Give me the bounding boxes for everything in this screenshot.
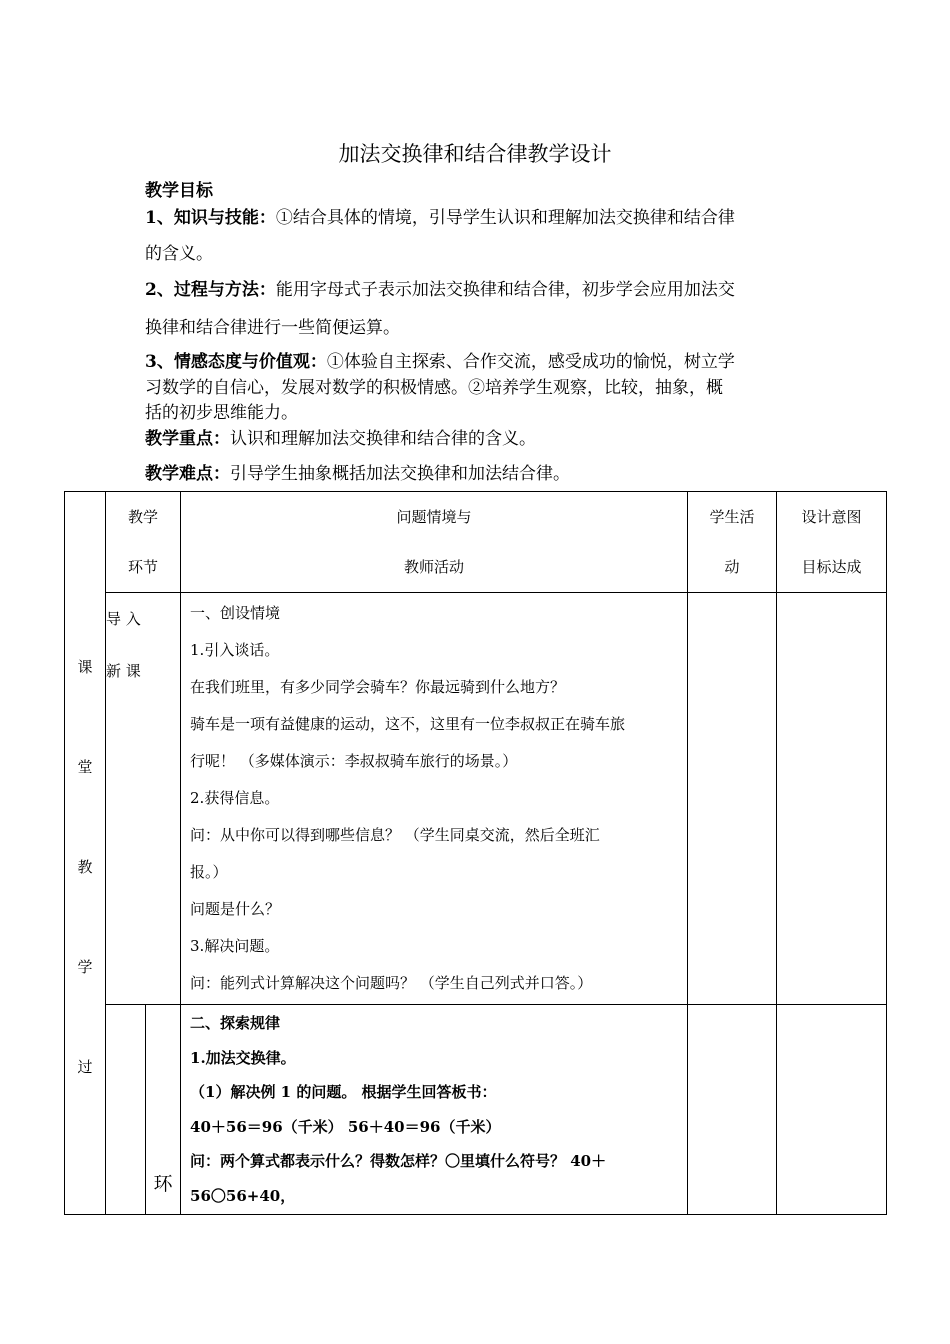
goal-1-line-1 <box>145 203 735 228</box>
activity-line: 2.获得信息。 <box>190 789 280 807</box>
side-label-char: 堂 <box>77 758 93 776</box>
activity-line: 1.引入谈话。 <box>190 641 280 659</box>
difficulty-label: 教学难点： <box>145 464 230 484</box>
activity-line: 56〇56+40， <box>190 1186 296 1205</box>
student-explore-cell <box>688 1005 777 1215</box>
side-label-char: 课 <box>77 658 93 676</box>
design-explore-cell <box>777 1005 887 1215</box>
activity-line: 问：能列式计算解决这个问题吗？ （学生自己列式并口答。） <box>190 974 593 992</box>
goal-2-text: 能用字母式子表示加法交换律和结合律，初步学会应用加法交 <box>275 280 735 300</box>
stage-explore-blank-cell <box>106 1005 146 1215</box>
table-row-explore <box>65 1005 887 1215</box>
header-stage <box>106 492 181 593</box>
goal-2-line-2: 换律和结合律进行一些简便运算。 <box>145 318 400 338</box>
activity-line: 问：两个算式都表示什么？得数怎样？〇里填什么符号？ 40＋ <box>190 1152 607 1170</box>
header-student-line: 学生活 <box>709 508 755 526</box>
header-activity <box>181 492 688 593</box>
header-student-line: 动 <box>724 558 740 576</box>
key-point-label: 教学重点： <box>145 429 230 449</box>
goal-1-text: ①结合具体的情境，引导学生认识和理解加法交换律和结合律 <box>275 208 735 228</box>
goal-3-line-3: 括的初步思维能力。 <box>145 403 298 423</box>
header-design <box>777 492 887 593</box>
teaching-key-point <box>145 424 536 449</box>
header-activity-line: 教师活动 <box>404 558 465 576</box>
activity-line: 报。） <box>190 863 228 881</box>
header-design-line: 目标达成 <box>801 558 862 576</box>
student-intro-cell <box>688 593 777 1005</box>
activity-line: 问：从中你可以得到哪些信息？ （学生同桌交流，然后全班汇 <box>190 826 600 844</box>
goal-2-label: 2、过程与方法： <box>145 280 276 300</box>
activity-line: 一、创设情境 <box>190 604 281 622</box>
activity-intro-cell <box>181 593 688 1005</box>
activity-explore-cell <box>181 1005 688 1215</box>
activity-line: 行呢！ （多媒体演示：李叔叔骑车旅行的场景。） <box>190 752 518 770</box>
goals-heading: 教学目标 <box>145 181 213 201</box>
goal-3-text: ①体验自主探索、合作交流，感受成功的愉悦，树立学 <box>326 352 735 372</box>
side-label-char: 学 <box>77 958 93 976</box>
header-design-line: 设计意图 <box>801 508 862 526</box>
activity-line: 问题是什么？ <box>190 900 281 918</box>
stage-explore-cell <box>146 1005 181 1215</box>
side-label-char: 教 <box>77 858 93 876</box>
goal-3-label: 3、情感态度与价值观： <box>145 352 327 372</box>
header-student <box>688 492 777 593</box>
design-intro-cell <box>777 593 887 1005</box>
activity-line: 40＋56＝96（千米） 56＋40＝96（千米） <box>190 1117 501 1136</box>
difficulty-text: 引导学生抽象概括加法交换律和加法结合律。 <box>230 464 570 484</box>
document-title: 加法交换律和结合律教学设计 <box>338 142 612 166</box>
header-stage-line: 环节 <box>128 558 159 576</box>
table-header-row <box>65 492 887 593</box>
goal-2-line-1 <box>145 275 735 300</box>
activity-line: 在我们班里，有多少同学会骑车？你最远骑到什么地方？ <box>190 678 566 696</box>
activity-line: （1）解决例 1 的问题。 根据学生回答板书： <box>190 1083 497 1101</box>
goal-3-line-1 <box>145 347 735 372</box>
activity-line: 骑车是一项有益健康的运动，这不，这里有一位李叔叔正在骑车旅 <box>190 715 626 733</box>
goal-1-label: 1、知识与技能： <box>145 208 276 228</box>
goal-3-line-2: 习数学的自信心，发展对数学的积极情感。②培养学生观察，比较，抽象，概 <box>145 378 723 398</box>
side-label-cell <box>65 492 106 1215</box>
goal-1-line-2: 的含义。 <box>145 244 213 264</box>
activity-line: 二、探索规律 <box>190 1014 281 1032</box>
table-row-intro <box>65 593 887 1005</box>
key-point-text: 认识和理解加法交换律和结合律的含义。 <box>230 429 536 449</box>
header-stage-line: 教学 <box>128 508 159 526</box>
activity-line: 1.加法交换律。 <box>190 1048 296 1067</box>
stage-intro-cell <box>106 593 181 1005</box>
teaching-difficulty <box>145 459 570 484</box>
stage-intro-line: 新 课 <box>106 662 141 680</box>
stage-explore-char: 环 <box>153 1173 173 1195</box>
stage-intro-line: 导 入 <box>106 610 141 628</box>
activity-line: 3.解决问题。 <box>190 937 280 955</box>
side-label-char: 过 <box>77 1058 93 1076</box>
header-activity-line: 问题情境与 <box>396 508 472 526</box>
lesson-plan-table <box>64 491 887 1215</box>
